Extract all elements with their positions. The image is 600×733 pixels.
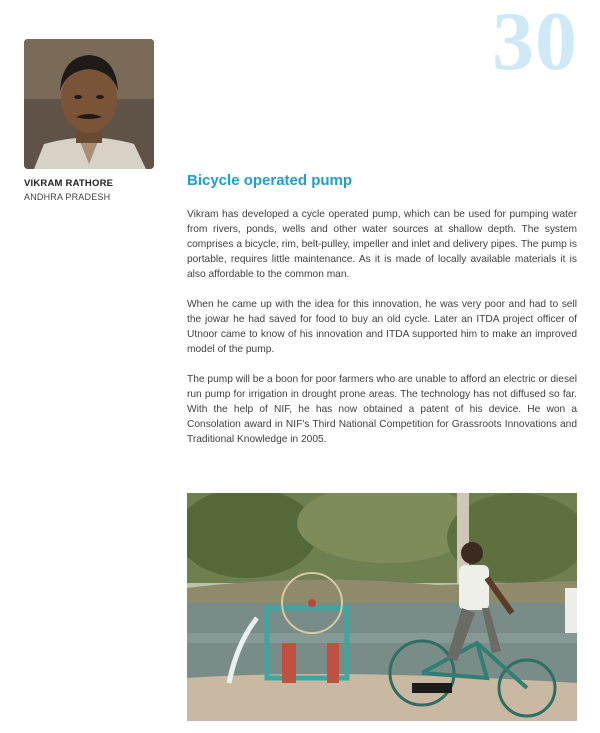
article-body bbox=[187, 207, 577, 462]
page-number: 30 bbox=[492, 0, 578, 88]
innovator-name: VIKRAM RATHORE bbox=[24, 178, 114, 189]
innovator-portrait bbox=[24, 39, 154, 169]
innovator-state: ANDHRA PRADESH bbox=[24, 192, 111, 202]
article-title: Bicycle operated pump bbox=[187, 172, 353, 189]
paragraph-1: Vikram has developed a cycle operated pump, which can be used for pumping water from rivers, ponds, wells and other water sources at shallow depth. The system comprises a bicycle, rim, belt-pulley, impeller and inlet and delivery pipes. The pump is portable, requires little maintenance. As it is made of locally available materials it is also affordable to the common man. bbox=[187, 209, 577, 281]
paragraph-2: When he came up with the idea for this innovation, he was very poor and had to sell the jowar he had saved for food to buy an old cycle. Later an ITDA project officer of Utnoor came to know of his innovation and ITDA supported him to make an improved model of the pump. bbox=[187, 298, 577, 356]
paragraph-3: The pump will be a boon for poor farmers who are unable to afford an electric or diesel run pump for irrigation in drought prone areas. The technology has not diffused so far. With the help of NIF, he has now obtained a patent of his device. He won a Consolation award in NIF's Third National Competition for Grassroots Innovations and Traditional Knowledge in 2005. bbox=[187, 373, 577, 446]
pump-photo bbox=[187, 493, 577, 721]
